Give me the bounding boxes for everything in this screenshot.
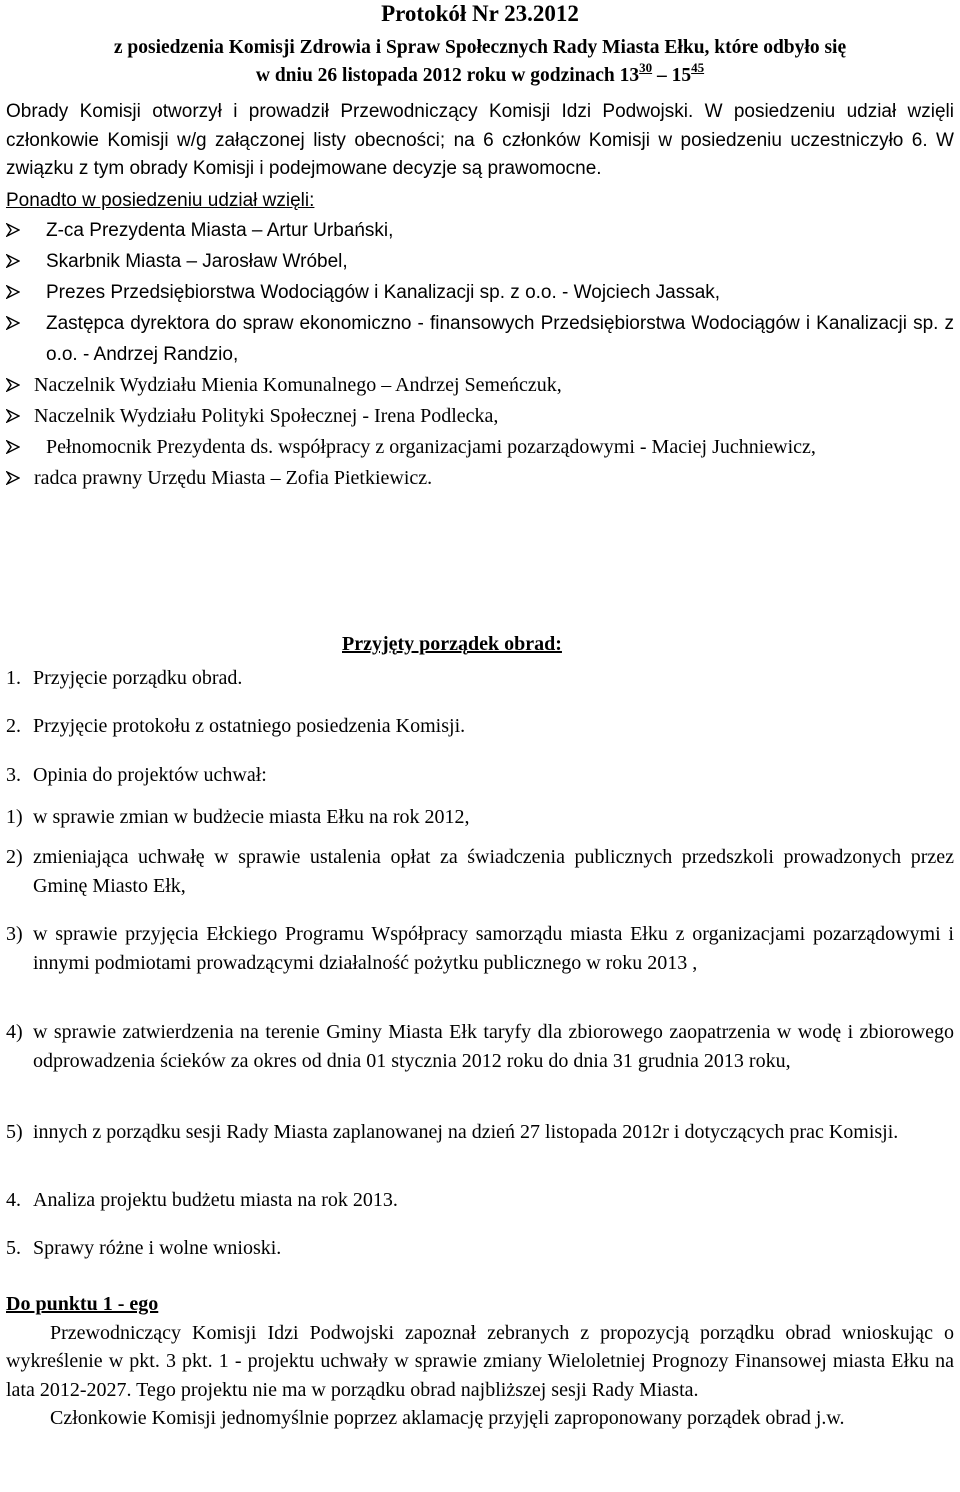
point-1-paragraph-2: Członkowie Komisji jednomyślnie poprzez aklamację przyjęli zaproponowany porządek obrad j.w. [50, 1407, 845, 1429]
agenda-item-2 [6, 712, 954, 741]
agenda-number: 2. [6, 715, 21, 737]
resolution-text: w sprawie zmian w budżecie miasta Ełku na rok 2012, [33, 806, 470, 828]
list-item [6, 308, 954, 370]
agenda-text: Sprawy różne i wolne wnioski. [33, 1237, 282, 1259]
list-item [6, 246, 954, 277]
resolution-text: zmieniająca uchwałę w sprawie ustalenia opłat za świadczenia publicznych przedszkoli prowadzonych przez Gminę Miasto Ełk, [33, 846, 954, 897]
agenda-number: 5. [6, 1237, 21, 1259]
arrow-bullet-icon [6, 378, 20, 392]
resolution-text: w sprawie przyjęcia Ełckiego Programu Współpracy samorządu miasta Ełku z organizacjami pozarządowymi i innymi podmiotami prowadzącymi działalność pożytku publicznego w roku 2013 , [33, 923, 954, 974]
agenda-text: Analiza projektu budżetu miasta na rok 2013. [33, 1189, 398, 1211]
agenda-heading: Przyjęty porządek obrad: [342, 633, 562, 655]
attendees-heading: Ponadto w posiedzeniu udział wzięli: [6, 189, 315, 211]
agenda-item-5 [6, 1234, 954, 1263]
end-minutes: 45 [691, 60, 705, 75]
agenda-text: Przyjęcie porządku obrad. [33, 667, 243, 689]
resolution-item-3 [6, 920, 954, 978]
resolution-text: w sprawie zatwierdzenia na terenie Gminy Miasta Ełk taryfy dla zbiorowego zaopatrzenia w wodę i zbiorowego odprowadzenia ścieków za okres od dnia 01 stycznia 2012 roku do dnia 31 grudnia 2013 roku, [33, 1021, 954, 1072]
resolution-number: 3) [6, 923, 23, 945]
agenda-item-3 [6, 761, 954, 790]
agenda-item-4 [6, 1186, 954, 1215]
subtitle-line-1: z posiedzenia Komisji Zdrowia i Spraw Społecznych Rady Miasta Ełku, które odbyło się [113, 37, 847, 58]
subtitle-date-text: w dniu 26 listopada 2012 roku w godzinach 13 [255, 65, 640, 86]
attendee-text: radca prawny Urzędu Miasta – Zofia Pietkiewicz. [34, 467, 433, 489]
arrow-bullet-icon [6, 223, 20, 237]
agenda-text: Opinia do projektów uchwał: [33, 764, 267, 786]
resolution-number: 4) [6, 1021, 23, 1043]
attendees-list [6, 215, 954, 494]
attendee-text: Pełnomocnik Prezydenta ds. współpracy z organizacjami pozarządowymi - Maciej Juchniewicz, [46, 436, 816, 458]
list-item [6, 463, 954, 494]
agenda-number: 4. [6, 1189, 21, 1211]
arrow-bullet-icon [6, 440, 20, 454]
point-1-heading: Do punktu 1 - ego [6, 1293, 159, 1315]
resolution-number: 1) [6, 806, 23, 828]
start-minutes: 30 [639, 60, 653, 75]
resolution-item-1 [6, 803, 954, 832]
point-1-section [6, 1290, 954, 1433]
resolution-item-4 [6, 1018, 954, 1076]
subtitle-line-2 [6, 62, 954, 90]
attendee-text: Zastępca dyrektora do spraw ekonomiczno - finansowych Przedsiębiorstwa Wodociągów i Kanalizacji sp. z o.o. - Andrzej Randzio, [46, 313, 954, 365]
resolution-item-5 [6, 1118, 954, 1147]
resolution-number: 5) [6, 1121, 23, 1143]
arrow-bullet-icon [6, 409, 20, 423]
resolution-item-2 [6, 843, 954, 901]
list-item [6, 215, 954, 246]
resolution-text: innych z porządku sesji Rady Miasta zaplanowanej na dzień 27 listopada 2012r i dotyczących prac Komisji. [33, 1121, 899, 1143]
arrow-bullet-icon [6, 471, 20, 485]
arrow-bullet-icon [6, 285, 20, 299]
list-item [6, 432, 954, 463]
list-item [6, 401, 954, 432]
document-title: Protokół Nr 23.2012 [381, 1, 579, 26]
list-item [6, 370, 954, 401]
subtitle-dash: – 15 [652, 65, 692, 86]
arrow-bullet-icon [6, 254, 20, 268]
agenda-item-1 [6, 664, 954, 693]
attendee-text: Naczelnik Wydziału Polityki Społecznej - Irena Podlecka, [34, 405, 499, 427]
agenda-text: Przyjęcie protokołu z ostatniego posiedzenia Komisji. [33, 715, 466, 737]
agenda-number: 1. [6, 667, 21, 689]
arrow-bullet-icon [6, 316, 20, 330]
attendee-text: Prezes Przedsiębiorstwa Wodociągów i Kanalizacji sp. z o.o. - Wojciech Jassak, [46, 282, 721, 303]
point-1-paragraph-1: Przewodniczący Komisji Idzi Podwojski zapoznał zebranych z propozycją porządku obrad wnioskując o wykreślenie w pkt. 3 pkt. 1 - projektu uchwały w sprawie zmiany Wieloletniej Prognozy Finansowej miasta Ełku na lata 2012-2027. Tego projektu nie ma w porządku obrad najbliższej sesji Rady Miasta. [6, 1321, 954, 1401]
attendee-text: Z-ca Prezydenta Miasta – Artur Urbański, [46, 220, 394, 241]
document-subtitle [6, 34, 954, 90]
attendee-text: Naczelnik Wydziału Mienia Komunalnego – Andrzej Semeńczuk, [34, 374, 562, 396]
list-item [6, 277, 954, 308]
resolution-number: 2) [6, 846, 23, 868]
agenda-number: 3. [6, 764, 21, 786]
intro-paragraph: Obrady Komisji otworzył i prowadził Przewodniczący Komisji Idzi Podwojski. W posiedzeniu udział wzięli członkowie Komisji w/g załączonej listy obecności; na 6 członków Komisji w posiedzeniu uczestniczyło 6. W związku z tym obrady Komisji i podejmowane decyzje są prawomocne. [6, 101, 954, 179]
document-page [6, 0, 954, 1429]
attendee-text: Skarbnik Miasta – Jarosław Wróbel, [46, 251, 348, 272]
